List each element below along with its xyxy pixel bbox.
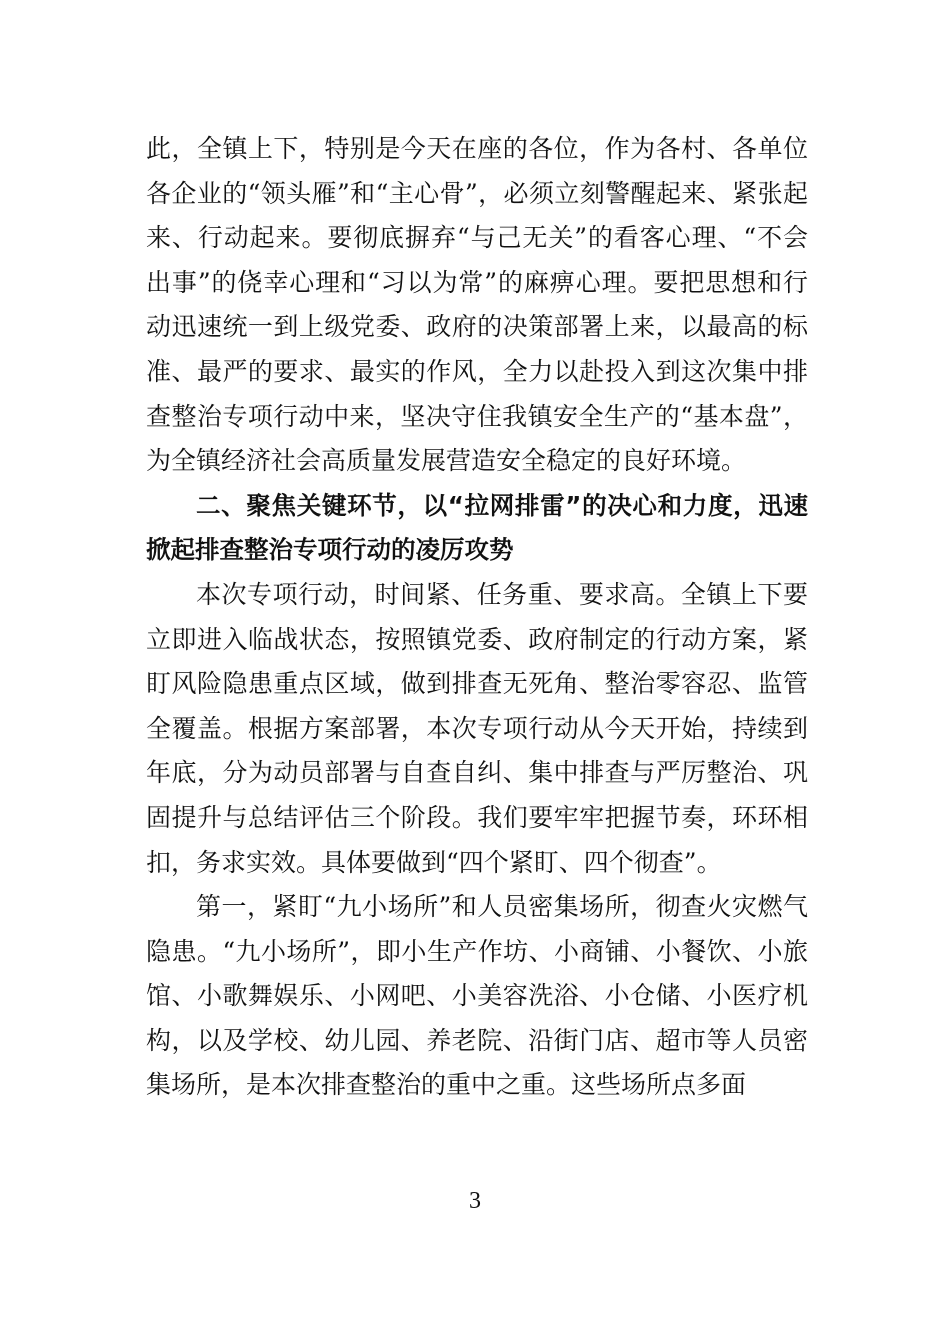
- section-heading: 二、聚焦关键环节，以“拉网排雷”的决心和力度，迅速掀起排查整治专项行动的凌厉攻势: [146, 490, 808, 565]
- page-number: 3: [469, 1188, 481, 1214]
- paragraph-first-point: 第一，紧盯“九小场所”和人员密集场所，彻查火灾燃气隐患。“九小场所”，即小生产作坊、小商铺、小餐饮、小旅馆、小歌舞娱乐、小网吧、小美容洗浴、小仓储、小医疗机构，以及学校、幼儿园、养老院、沿街门店、超市等人员密集场所，是本次排查整治的重中之重。这些场所点多面: [146, 892, 808, 1100]
- paragraph-continuation: 此，全镇上下，特别是今天在座的各位，作为各村、各单位各企业的“领头雁”和“主心骨”，必须立刻警醒起来、紧张起来、行动起来。要彻底摒弃“与己无关”的看客心理、“不会出事”的侥幸心理和“习以为常”的麻痹心理。要把思想和行动迅速统一到上级党委、政府的决策部署上来，以最高的标准、最严的要求、最实的作风，全力以赴投入到这次集中排查整治专项行动中来，坚决守住我镇安全生产的“基本盘”，为全镇经济社会高质量发展营造安全稳定的良好环境。: [146, 134, 808, 476]
- paragraph-action-overview: 本次专项行动，时间紧、任务重、要求高。全镇上下要立即进入临战状态，按照镇党委、政府制定的行动方案，紧盯风险隐患重点区域，做到排查无死角、整治零容忍、监管全覆盖。根据方案部署，本次专项行动从今天开始，持续到年底，分为动员部署与自查自纠、集中排查与严厉整治、巩固提升与总结评估三个阶段。我们要牢牢把握节奏，环环相扣，务求实效。具体要做到“四个紧盯、四个彻查”。: [146, 579, 808, 877]
- document-body: [146, 127, 808, 1108]
